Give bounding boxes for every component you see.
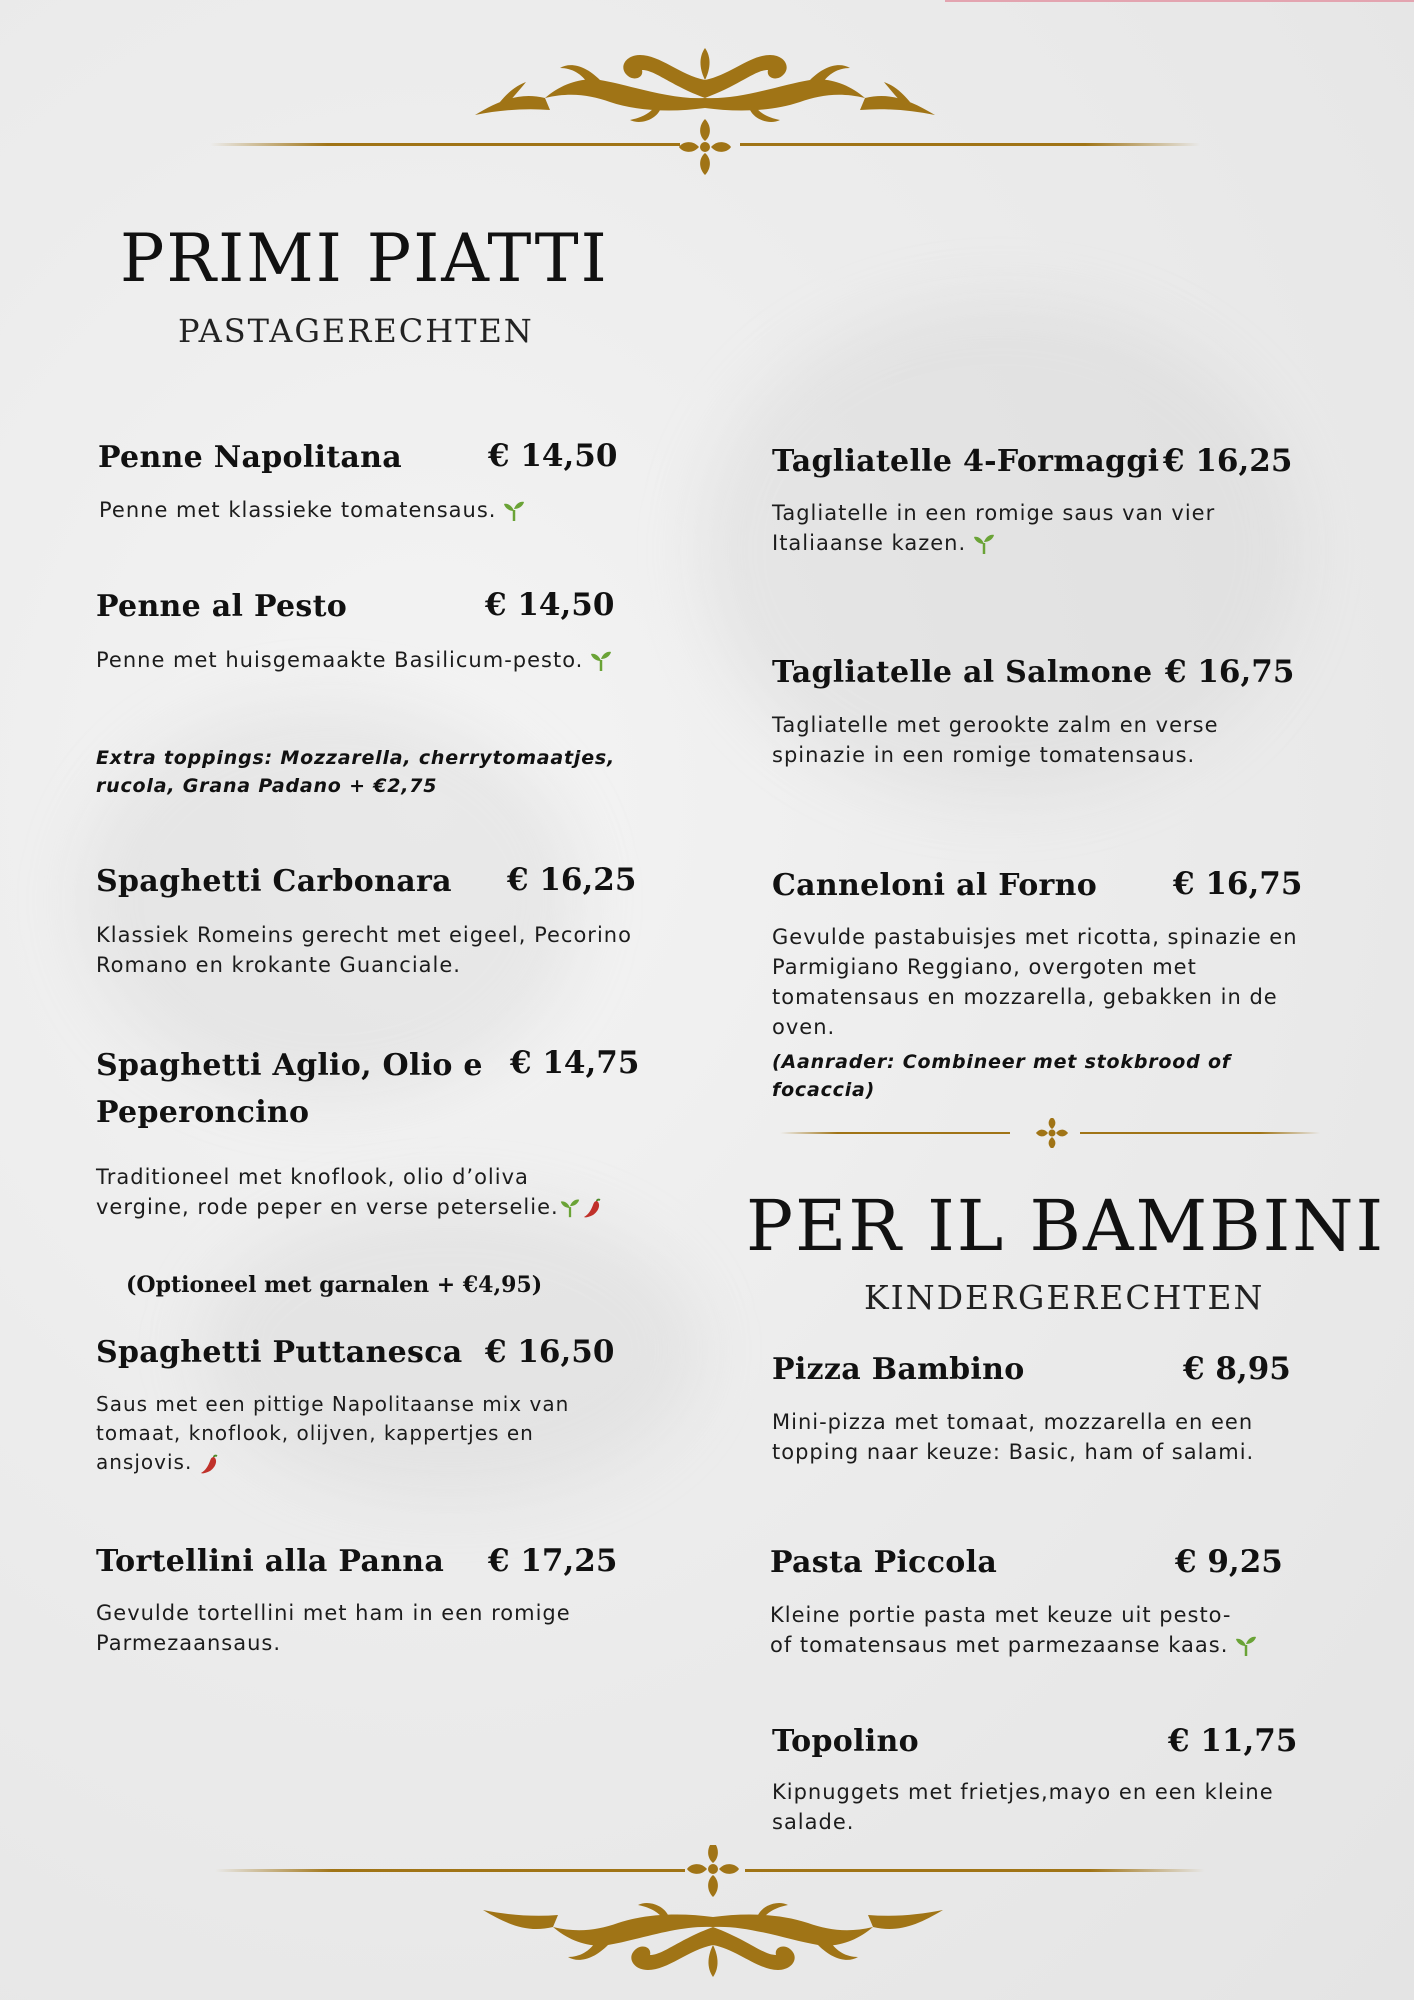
item-description: Mini-pizza met tomaat, mozzarella en een topping naar keuze: Basic, ham of salami. — [772, 1410, 1255, 1464]
section-title-bambini: PER IL BAMBINI — [746, 1185, 1386, 1267]
item-description: Penne met huisgemaakte Basilicum-pesto. — [96, 645, 616, 675]
item-name: Tagliatelle al Salmone — [772, 655, 1153, 690]
item-description: Tagliatelle met gerookte zalm en verse spinazie in een romige tomatensaus. — [772, 713, 1219, 767]
item-price: € 14,50 — [485, 587, 615, 623]
item-description: Penne met klassieke tomatensaus. — [99, 495, 659, 525]
item-price: € 14,50 — [488, 438, 618, 474]
item-name: Spaghetti Aglio, Olio e Peperoncino — [96, 1048, 483, 1130]
item-price: € 9,25 — [1175, 1544, 1283, 1580]
item-price: € 16,75 — [1173, 866, 1303, 902]
item-price: € 16,75 — [1165, 654, 1295, 690]
item-price: € 8,95 — [1183, 1351, 1291, 1387]
item-note: (Optioneel met garnalen + €4,95) — [126, 1272, 543, 1298]
leaf-icon — [1234, 1634, 1258, 1658]
item-name: Tagliatelle 4-Formaggi — [772, 444, 1160, 479]
section-title-primi: PRIMI PIATTI — [120, 220, 609, 297]
leaf-icon — [502, 499, 526, 523]
item-name: Penne Napolitana — [98, 440, 402, 475]
item-description: Gevulde tortellini met ham in een romige Parmezaansaus. — [96, 1601, 571, 1655]
top-ornament — [200, 40, 1210, 180]
item-price: € 11,75 — [1168, 1723, 1298, 1759]
top-edge-line — [945, 0, 1414, 2]
item-name: Pizza Bambino — [772, 1352, 1025, 1387]
item-description: Tagliatelle in een romige saus van vier Italiaanse kazen. — [772, 501, 1216, 555]
section-subtitle-bambini: KINDERGERECHTEN — [864, 1278, 1265, 1317]
item-name: Canneloni al Forno — [772, 868, 1098, 903]
chili-icon — [198, 1452, 222, 1476]
item-description: Klassiek Romeins gerecht met eigeel, Pecorino Romano en krokante Guanciale. — [96, 923, 632, 977]
item-note: (Aanrader: Combineer met stokbrood of focaccia) — [772, 1051, 1231, 1101]
leaf-icon — [589, 649, 613, 673]
item-price: € 16,25 — [507, 862, 637, 898]
item-price: € 14,75 — [510, 1045, 640, 1081]
item-price: € 16,50 — [485, 1334, 615, 1370]
section-divider — [770, 1118, 1330, 1148]
item-name: Penne al Pesto — [96, 589, 348, 624]
item-description: Traditioneel met knoflook, olio d’oliva vergine, rode peper en verse peterselie. — [96, 1162, 616, 1222]
item-description: Saus met een pittige Napolitaanse mix van tomaat, knoflook, olijven, kappertjes en ansjovis. — [96, 1392, 570, 1474]
item-name: Spaghetti Puttanesca — [96, 1335, 463, 1370]
item-price: € 16,25 — [1163, 443, 1293, 479]
bottom-ornament — [205, 1845, 1215, 1985]
item-description: Kipnuggets met frietjes,mayo en een kleine salade. — [772, 1780, 1274, 1834]
leaf-icon — [559, 1197, 581, 1219]
item-name: Topolino — [772, 1724, 919, 1759]
chili-icon — [581, 1196, 605, 1220]
leaf-icon — [972, 532, 996, 556]
item-note: Extra toppings: Mozzarella, cherrytomaatjes, rucola, Grana Padano + €2,75 — [96, 747, 616, 797]
item-name: Tortellini alla Panna — [96, 1544, 445, 1579]
item-name: Pasta Piccola — [770, 1545, 998, 1580]
section-subtitle-primi: PASTAGERECHTEN — [178, 312, 534, 350]
item-description: Kleine portie pasta met keuze uit pesto- of tomatensaus met parmezaanse kaas. — [770, 1600, 1260, 1660]
item-price: € 17,25 — [488, 1543, 618, 1579]
item-description: Gevulde pastabuisjes met ricotta, spinazie en Parmigiano Reggiano, overgoten met tomatensaus en mozzarella, gebakken in de oven. — [772, 925, 1298, 1039]
item-name: Spaghetti Carbonara — [96, 864, 452, 899]
